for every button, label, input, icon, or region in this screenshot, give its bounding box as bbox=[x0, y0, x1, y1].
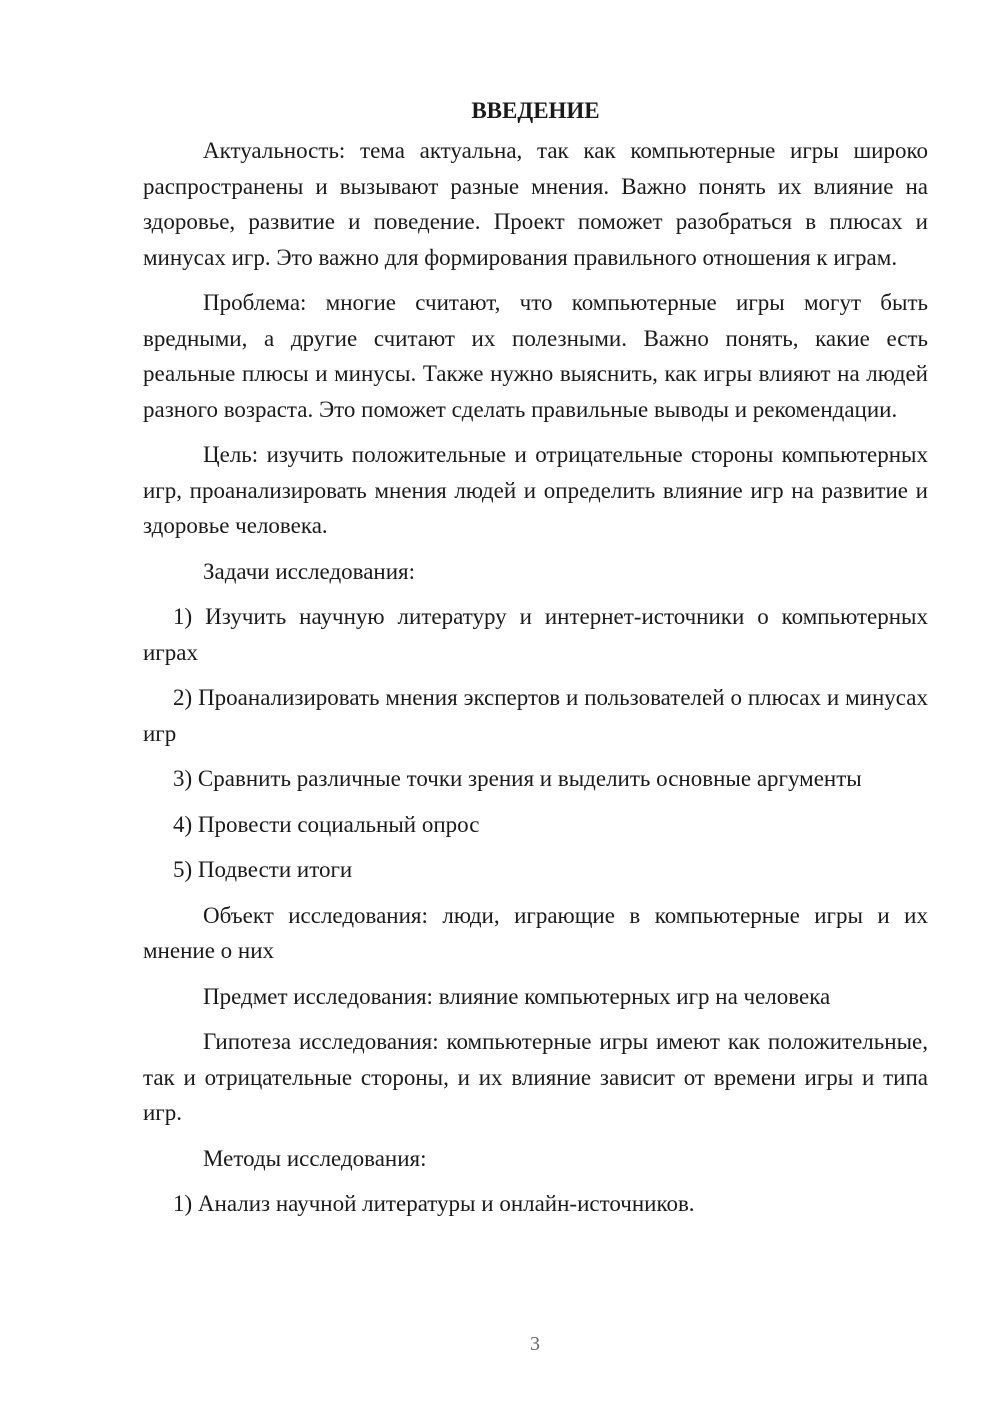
task-item-2: 2) Проанализировать мнения экспертов и пользователей о плюсах и минусах игр bbox=[143, 685, 928, 746]
tasks-title: Задачи исследования: bbox=[203, 558, 416, 584]
page-body bbox=[143, 95, 928, 1232]
goal-paragraph: Цель: изучить положительные и отрицательные стороны компьютерных игр, проанализировать мнения людей и определить влияние игр на развитие и здоровье человека. bbox=[143, 442, 928, 538]
task-item-5: 5) Подвести итоги bbox=[173, 857, 353, 882]
subject-paragraph: Предмет исследования: влияние компьютерных игр на человека bbox=[203, 983, 831, 1009]
task-item-4: 4) Провести социальный опрос bbox=[173, 811, 480, 837]
task-item-3: 3) Сравнить различные точки зрения и выделить основные аргументы bbox=[173, 766, 862, 791]
problem-paragraph: Проблема: многие считают, что компьютерные игры могут быть вредными, а другие считают их полезными. Важно понять, какие есть реальные плюсы и минусы. Также нужно выяснить, как игры влияют на людей разного возраста. Это поможет сделать правильные выводы и рекомендации. bbox=[143, 290, 928, 422]
page-number: 3 bbox=[530, 1333, 540, 1355]
hypothesis-paragraph: Гипотеза исследования: компьютерные игры имеют как положительные, так и отрицательные стороны, и их влияние зависит от времени игры и типа игр. bbox=[143, 1029, 928, 1125]
method-item-1: 1) Анализ научной литературы и онлайн-источников. bbox=[173, 1191, 695, 1216]
task-item-1: 1) Изучить научную литературу и интернет-источники о компьютерных играх bbox=[143, 604, 928, 665]
section-heading: ВВЕДЕНИЕ bbox=[471, 98, 600, 123]
methods-title: Методы исследования: bbox=[203, 1145, 427, 1171]
object-paragraph: Объект исследования: люди, играющие в компьютерные игры и их мнение о них bbox=[143, 902, 928, 963]
relevance-paragraph: Актуальность: тема актуальна, так как компьютерные игры широко распространены и вызывают разные мнения. Важно понять их влияние на здоровье, развитие и поведение. Проект поможет разобраться в плюсах и минусах игр. Это важно для формирования правильного отношения к играм. bbox=[143, 138, 928, 270]
